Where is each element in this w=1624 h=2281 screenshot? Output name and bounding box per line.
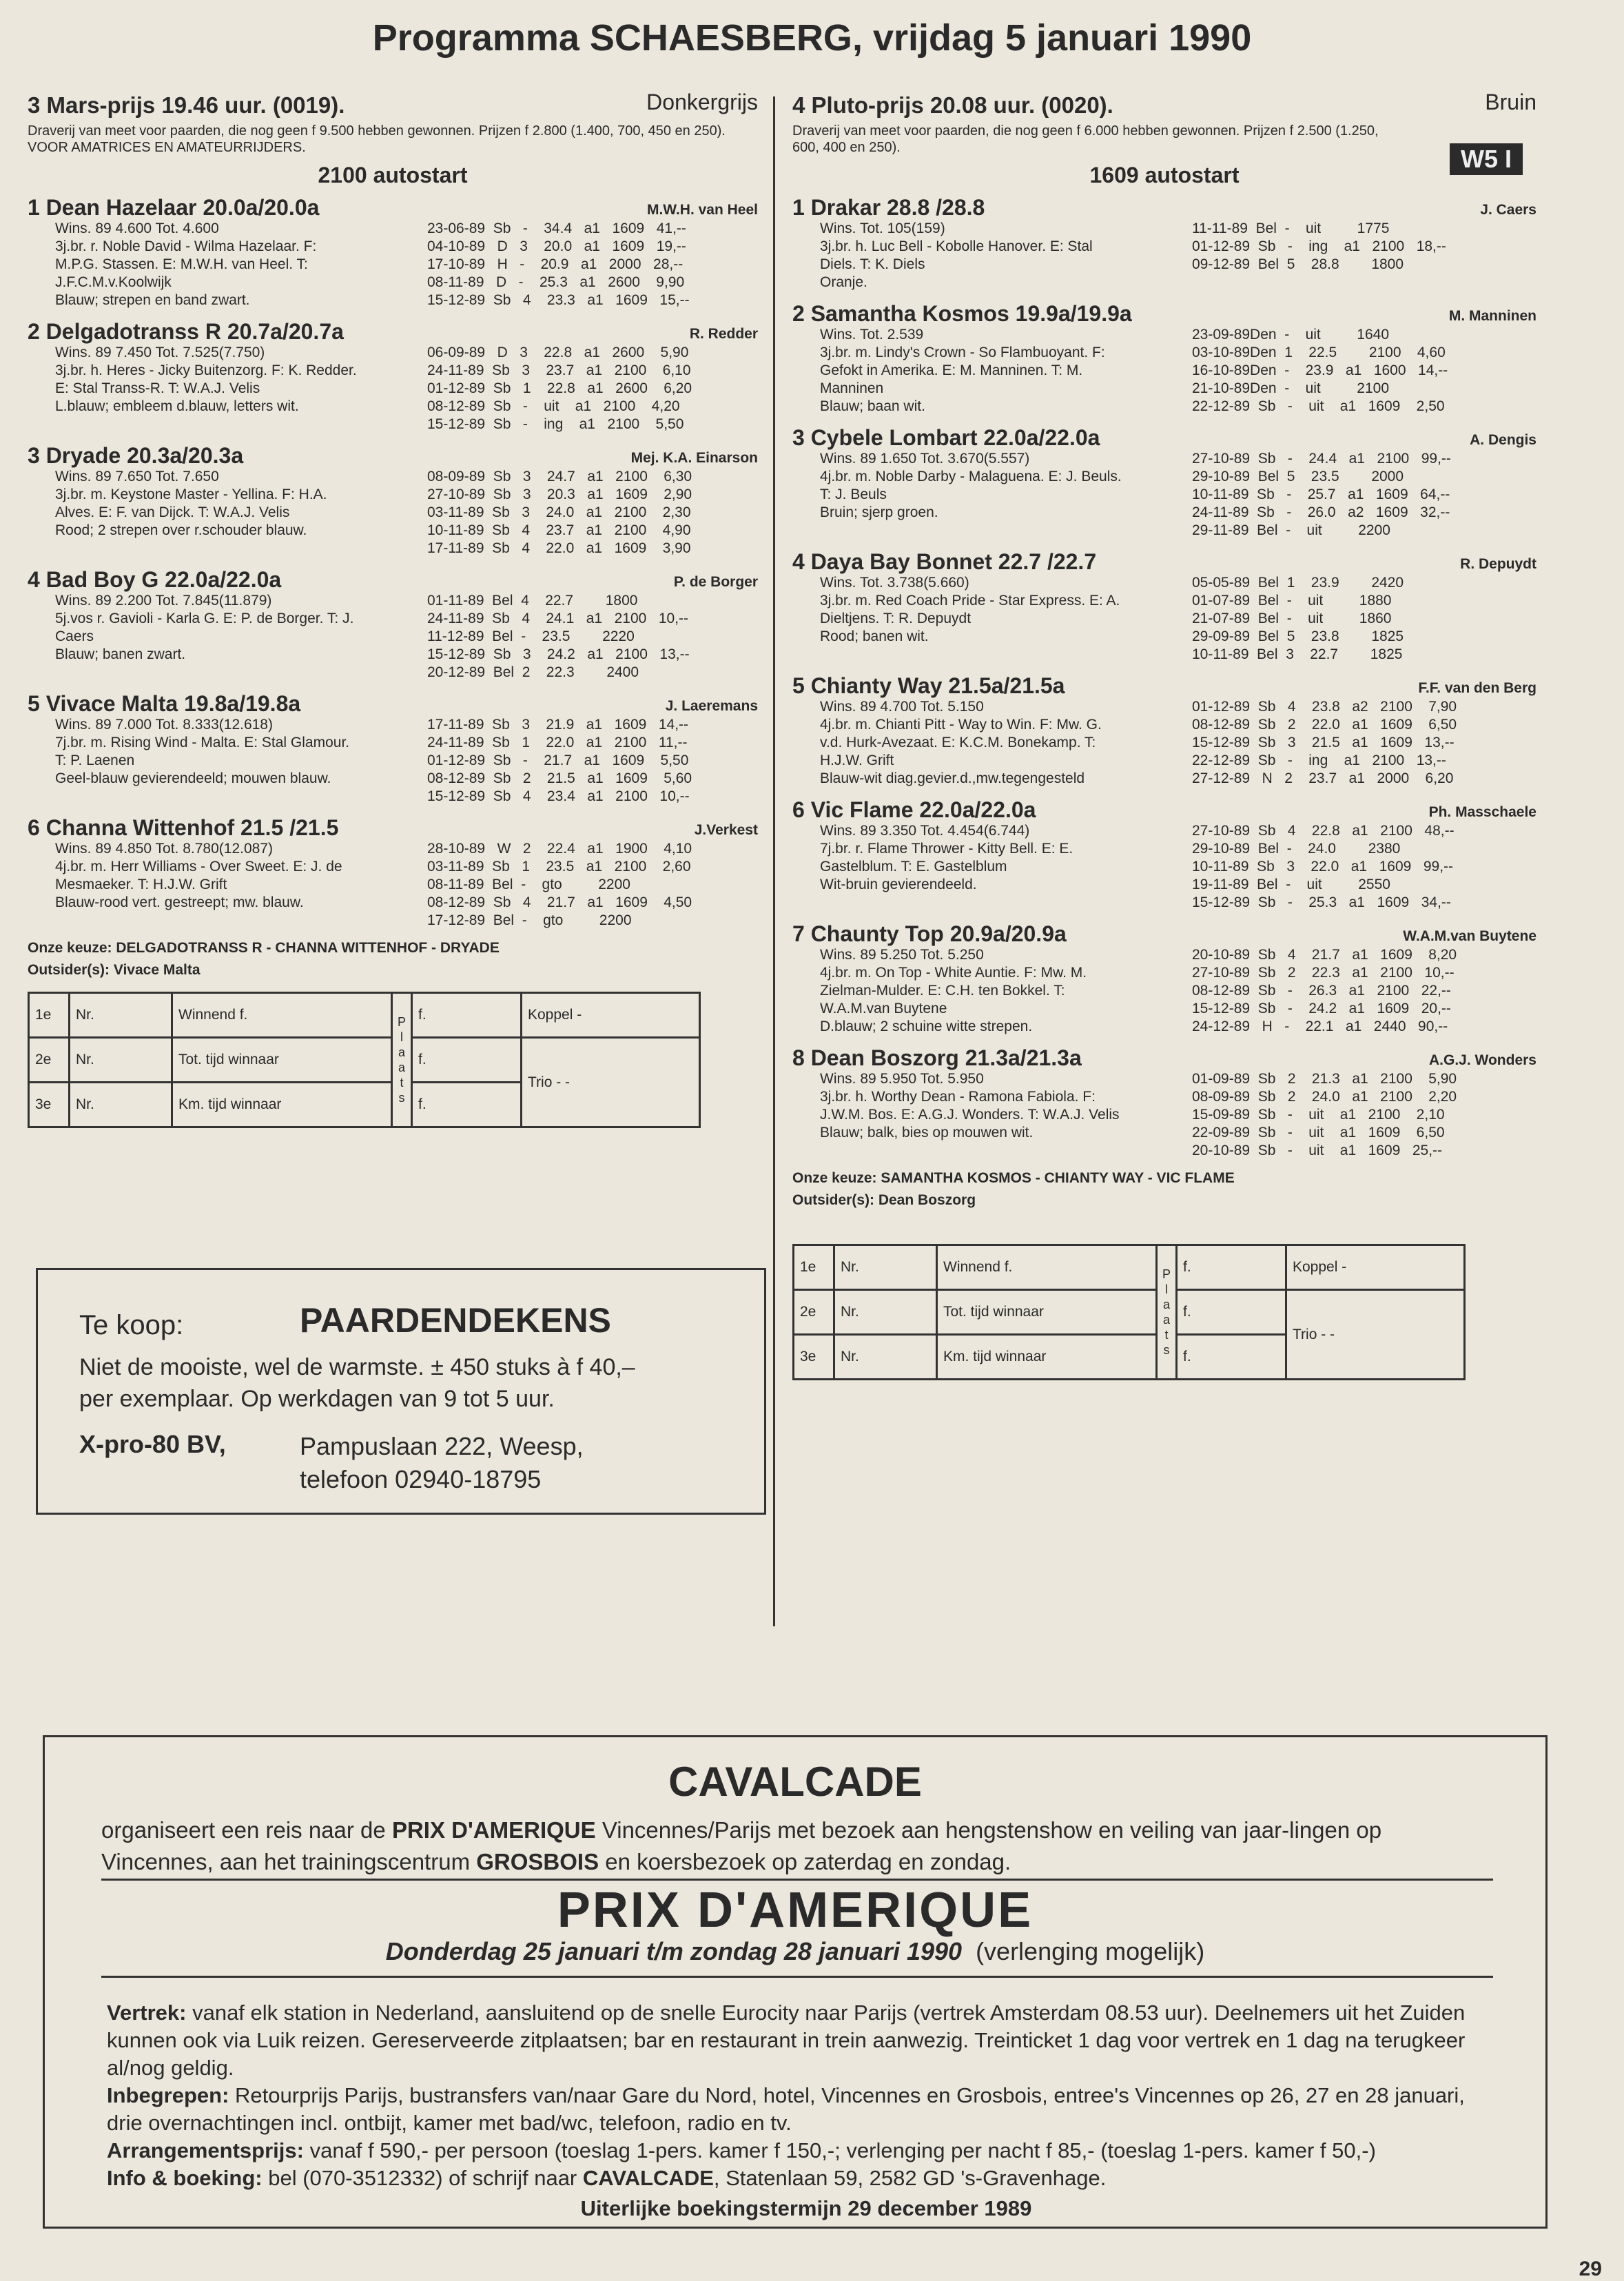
result-line: 01-07-89 Bel - uit 1880 [1192,593,1392,608]
result-form [792,1244,1466,1380]
race-title: 3 Mars-prijs 19.46 uur. (0019). [28,92,345,118]
km-tijd-cell: Km. tijd winnaar [937,1335,1157,1380]
result-line: 01-09-89 Sb 2 21.3 a1 2100 5,90 [1192,1071,1457,1087]
result-line: 24-11-89 Sb 4 24.1 a1 2100 10,-- [427,611,689,626]
driver-name: J.Verkest [694,822,758,838]
result-line: 03-11-89 Sb 1 23.5 a1 2100 2,60 [427,859,691,874]
result-line: 08-12-89 Sb 2 22.0 a1 1609 6,50 [1192,717,1457,733]
result-line: 10-11-89 Sb 4 23.7 a1 2100 4,90 [427,522,691,538]
nr-cell: Nr. [834,1245,937,1290]
horse-entry [792,673,1536,788]
info-line: Blauw; strepen en band zwart. [55,292,250,308]
deadline: Uiterlijke boekingstermijn 29 december 1989 [580,2196,1032,2220]
result-form [28,992,701,1128]
value: vanaf f 590,- per persoon (toeslag 1-pers. kamer f 150,-; verlenging per nacht f 85,- (toeslag 1-pers. kamer f 50,-) [303,2138,1376,2162]
tot-tijd-cell: Tot. tijd winnaar [172,1038,392,1083]
info-line: M.P.G. Stassen. E: M.W.H. van Heel. T: [55,256,308,272]
info-line: 4j.br. m. On Top - White Auntie. F: Mw. M. [820,965,1087,981]
label: Arrangementsprijs: [107,2138,304,2162]
info-line: Caers [55,628,94,644]
nr-cell: Nr. [834,1290,937,1335]
recent-results [1192,946,1536,1036]
winnend-cell: Winnend f. [937,1245,1157,1290]
info-line: 3j.br. m. Keystone Master - Yellina. F: H.A. [55,487,327,502]
info-line: T: P. Laenen [55,753,135,768]
nr-cell: Nr. [70,1083,172,1127]
race-description: Draverij van meet voor paarden, die nog geen f 9.500 hebben gewonnen. Prijzen f 2.800 (1.400, 700, 450 en 250). VOOR AMATRICES EN AMATEURRIJDERS. [28,123,726,155]
page-number: 29 [1579,2258,1602,2280]
horse-entry [28,815,758,930]
horse-name: 3 Cybele Lombart 22.0a/22.0a [792,425,1100,450]
value: Retourprijs Parijs, bustransfers van/naar Gare du Nord, hotel, Vincennes en Grosbois, entree's Vincennes op 26, 27 en 28 januari, drie overnachtingen incl. ontbijt, kamer met bad/wc, telefoon, radio en tv. [107,2083,1465,2135]
result-line: 19-11-89 Bel - uit 2550 [1192,877,1390,892]
info-line: v.d. Hurk-Avezaat. E: K.C.M. Bonekamp. T: [820,735,1096,750]
info-line: Blauw; baan wit. [820,398,925,414]
result-line: 28-10-89 W 2 22.4 a1 1900 4,10 [427,841,692,857]
result-line: 08-11-89 D - 25.3 a1 2600 9,90 [427,274,685,290]
info-line: Zielman-Mulder. E: C.H. ten Bokkel. T: [820,983,1065,999]
info-line: Wins. 89 7.650 Tot. 7.650 [55,469,219,484]
tot-tijd-cell: Tot. tijd winnaar [937,1290,1157,1335]
race-title: 4 Pluto-prijs 20.08 uur. (0020). [792,92,1113,118]
f-cell: f. [412,993,522,1038]
result-line: 22-09-89 Sb - uit a1 1609 6,50 [1192,1125,1445,1140]
w51-badge: W5 I [1450,143,1523,175]
horse-info [792,946,1192,1036]
vertrek [107,1999,1505,2082]
label: Info & boeking: [107,2166,263,2190]
horse-entry [792,549,1536,664]
horse-list [792,195,1536,1160]
result-line: 27-12-89 N 2 23.7 a1 2000 6,20 [1192,770,1454,786]
info-boeking [107,2165,1505,2192]
driver-name: M. Manninen [1448,308,1536,324]
nr-cell: Nr. [70,1038,172,1083]
info-line: 3j.br. m. Lindy's Crown - So Flambuoyant. F: [820,345,1105,360]
result-line: 27-10-89 Sb - 24.4 a1 2100 99,-- [1192,451,1451,467]
horse-entry [28,567,758,682]
info-line: Wins. 89 1.650 Tot. 3.670(5.557) [820,451,1030,467]
driver-name: A.G.J. Wonders [1429,1052,1536,1068]
result-line: 01-12-89 Sb 4 23.8 a2 2100 7,90 [1192,699,1457,715]
info-line: Wins. Tot. 2.539 [820,327,924,342]
result-line: 20-10-89 Sb 4 21.7 a1 1609 8,20 [1192,947,1457,963]
result-line: 11-12-89 Bel - 23.5 2220 [427,628,635,644]
result-line: 09-12-89 Bel 5 28.8 1800 [1192,256,1404,272]
horse-info [28,840,427,930]
result-line: 08-12-89 Sb 4 21.7 a1 1609 4,50 [427,894,692,910]
recent-results [1192,822,1536,912]
info-line: J.F.C.M.v.Koolwijk [55,274,172,290]
place-1: 1e [29,993,70,1038]
race-color: Donkergrijs [646,90,758,114]
result-line: 03-10-89Den 1 22.5 2100 4,60 [1192,345,1446,360]
result-line: 04-10-89 D 3 20.0 a1 1609 19,-- [427,238,686,254]
horse-entry [28,319,758,433]
value: vanaf elk station in Nederland, aansluitend op de snelle Eurocity naar Parijs (vertrek Amsterdam 08.53 uur). Deelnemers uit het Zuiden kunnen ook via Luik reizen. Gereserveerde zitplaatsen; bar en restaurant in trein aanwezig. Treinticket 1 dag voor vertrek en 1 dag na terugkeer al/nog geldig. [107,2001,1466,2080]
info-line: D.blauw; 2 schuine witte strepen. [820,1019,1033,1034]
info-line: Wins. 89 4.700 Tot. 5.150 [820,699,984,715]
cavalcade-title: CAVALCADE [668,1759,922,1805]
result-line: 10-11-89 Sb - 25.7 a1 1609 64,-- [1192,487,1450,502]
result-line: 15-12-89 Sb - 24.2 a1 1609 20,-- [1192,1001,1451,1016]
horse-name: 3 Dryade 20.3a/20.3a [28,443,244,468]
ad-line-1: Niet de mooiste, wel de warmste. ± 450 stuks à f 40,– [79,1354,635,1380]
intro-grosbois: GROSBOIS [476,1849,599,1874]
tip: Onze keuze: SAMANTHA KOSMOS - CHIANTY WAY - VIC FLAME [792,1170,1235,1186]
horse-info [28,220,427,309]
prix-heading: PRIX D'AMERIQUE [557,1883,1034,1938]
race-color: Bruin [1485,90,1536,114]
cavalcade-intro [101,1814,1493,1878]
result-line: 01-12-89 Sb - ing a1 2100 18,-- [1192,238,1446,254]
result-line: 21-07-89 Bel - uit 1860 [1192,611,1392,626]
info-line: Gefokt in Amerika. E: M. Manninen. T: M. [820,362,1083,378]
ad-te-koop: Te koop: [79,1310,184,1340]
recent-results [1192,326,1536,416]
horse-info [792,1070,1192,1160]
info-line: 4j.br. m. Noble Darby - Malaguena. E: J. Beuls. [820,469,1122,484]
info-line: Bruin; sjerp groen. [820,504,938,520]
info-line: Alves. E: F. van Dijck. T: W.A.J. Velis [55,504,290,520]
tip: Onze keuze: DELGADOTRANSS R - CHANNA WITTENHOF - DRYADE [28,940,500,956]
info-line: Wins. Tot. 3.738(5.660) [820,575,969,591]
horse-name: 2 Samantha Kosmos 19.9a/19.9a [792,301,1132,326]
dates-text: Donderdag 25 januari t/m zondag 28 januari 1990 [385,1937,963,1965]
driver-name: F.F. van den Berg [1418,680,1536,696]
info-line: Gastelblum. T: E. Gastelblum [820,859,1007,874]
f-cell: f. [1177,1245,1286,1290]
outsider: Outsider(s): Vivace Malta [28,962,201,978]
horse-entry [792,1045,1536,1160]
result-line: 17-10-89 H - 20.9 a1 2000 28,-- [427,256,683,272]
horse-name: 5 Vivace Malta 19.8a/19.8a [28,691,301,716]
result-line: 15-12-89 Sb - ing a1 2100 5,50 [427,416,684,432]
driver-name: Ph. Masschaele [1428,804,1536,820]
driver-name: R. Redder [689,326,758,342]
info-line: Wins. 89 3.350 Tot. 4.454(6.744) [820,823,1030,839]
result-line: 27-10-89 Sb 4 22.8 a1 2100 48,-- [1192,823,1455,839]
race-distance: 2100 autostart [318,163,468,187]
info-line: Blauw; balk, bies op mouwen wit. [820,1125,1034,1140]
info-line: 4j.br. m. Herr Williams - Over Sweet. E: J. de [55,859,342,874]
result-line: 11-11-89 Bel - uit 1775 [1192,221,1390,236]
horse-entry [792,797,1536,912]
label: Inbegrepen: [107,2083,229,2107]
result-line: 05-05-89 Bel 1 23.9 2420 [1192,575,1404,591]
result-line: 15-09-89 Sb - uit a1 2100 2,10 [1192,1107,1445,1123]
recent-results [427,220,758,309]
driver-name: M.W.H. van Heel [646,202,758,218]
horse-name: 1 Dean Hazelaar 20.0a/20.0a [28,195,320,220]
horse-info [792,822,1192,912]
info-line: 3j.br. h. Luc Bell - Kobolle Hanover. E: Stal [820,238,1093,254]
race-3-section [28,90,758,1128]
info-line: Wins. 89 7.000 Tot. 8.333(12.618) [55,717,273,733]
km-tijd-cell: Km. tijd winnaar [172,1083,392,1127]
horse-info [28,592,427,682]
result-line: 08-12-89 Sb 2 21.5 a1 1609 5,60 [427,770,692,786]
result-line: 23-09-89Den - uit 1640 [1192,327,1389,342]
info-line: Manninen [820,380,884,396]
info-line: Blauw; banen zwart. [55,646,186,662]
horse-name: 4 Daya Bay Bonnet 22.7 /22.7 [792,549,1097,574]
result-line: 15-12-89 Sb 4 23.3 a1 1609 15,-- [427,292,690,308]
horse-name: 6 Vic Flame 22.0a/22.0a [792,797,1036,822]
recent-results [427,592,758,682]
info-line: Wins. Tot. 105(159) [820,221,945,236]
info-line: Wins. 89 5.950 Tot. 5.950 [820,1071,984,1087]
race-4-section [792,90,1536,1380]
info-line: Mesmaeker. T: H.J.W. Grift [55,877,227,892]
horse-entry [792,195,1536,291]
page-title: Programma SCHAESBERG, vrijdag 5 januari 1990 [372,17,1252,59]
place-2: 2e [29,1038,70,1083]
advertisement-cavalcade [43,1735,1548,2229]
divider [101,1879,1493,1881]
result-line: 27-10-89 Sb 3 20.3 a1 1609 2,90 [427,487,692,502]
info-line: Wins. 89 4.600 Tot. 4.600 [55,221,219,236]
result-line: 21-10-89Den - uit 2100 [1192,380,1389,396]
info-line: 4j.br. m. Chianti Pitt - Way to Win. F: Mw. G. [820,717,1102,733]
info-line: 3j.br. m. Red Coach Pride - Star Express. E: A. [820,593,1120,608]
horse-entry [28,443,758,558]
f-cell: f. [1177,1290,1286,1335]
horse-name: 8 Dean Boszorg 21.3a/21.3a [792,1045,1082,1070]
horse-list [28,195,758,930]
result-line: 08-11-89 Bel - gto 2200 [427,877,630,892]
info-line: Blauw-wit diag.gevier.d.,mw.tegengesteld [820,770,1085,786]
horse-info [28,716,427,806]
info-line: 3j.br. r. Noble David - Wilma Hazelaar. F: [55,238,317,254]
info-line: Wins. 89 5.250 Tot. 5.250 [820,947,984,963]
recent-results [1192,1070,1536,1160]
info-line: L.blauw; embleem d.blauw, letters wit. [55,398,299,414]
result-line: 22-12-89 Sb - ing a1 2100 13,-- [1192,753,1446,768]
result-line: 23-06-89 Sb - 34.4 a1 1609 41,-- [427,221,686,236]
recent-results [427,468,758,558]
info-line: 7j.br. m. Rising Wind - Malta. E: Stal Glamour. [55,735,350,750]
result-line: 29-10-89 Bel 5 23.5 2000 [1192,469,1404,484]
horse-info [792,574,1192,664]
nr-cell: Nr. [70,993,172,1038]
result-line: 01-12-89 Sb - 21.7 a1 1609 5,50 [427,753,689,768]
info-line: Rood; banen wit. [820,628,929,644]
intro-text: Vincennes/Parijs met bezoek aan hengstenshow en veiling van jaar-lingen op Vincennes, aan het trainingscentrum [101,1817,1382,1874]
info-address: , Statenlaan 59, 2582 GD 's-Gravenhage. [713,2166,1107,2190]
result-line: 03-11-89 Sb 3 24.0 a1 2100 2,30 [427,504,691,520]
horse-entry [28,195,758,309]
info-line: J.W.M. Bos. E: A.G.J. Wonders. T: W.A.J. Velis [820,1107,1120,1123]
result-line: 01-12-89 Sb 1 22.8 a1 2600 6,20 [427,380,692,396]
horse-entry [28,691,758,806]
result-line: 15-12-89 Sb 3 21.5 a1 1609 13,-- [1192,735,1455,750]
result-line: 08-12-89 Sb - 26.3 a1 2100 22,-- [1192,983,1451,999]
info-line: 5j.vos r. Gavioli - Karla G. E: P. de Borger. T: J. [55,611,354,626]
column-divider [773,96,775,1626]
value: bel (070-3512332) of schrijf naar [262,2166,583,2190]
result-line: 08-12-89 Sb - uit a1 2100 4,20 [427,398,680,414]
recent-results [1192,698,1536,788]
horse-name: 1 Drakar 28.8 /28.8 [792,195,985,220]
result-line: 17-12-89 Bel - gto 2200 [427,912,632,928]
horse-info [792,698,1192,788]
info-line: Dieltjens. T: R. Depuydt [820,611,972,626]
horse-entry [792,301,1536,416]
nr-cell: Nr. [834,1335,937,1380]
ad-headline: PAARDENDEKENS [300,1301,611,1340]
result-line: 24-11-89 Sb 3 23.7 a1 2100 6,10 [427,362,691,378]
result-line: 17-11-89 Sb 3 21.9 a1 1609 14,-- [427,717,689,733]
cavalcade-details [107,1999,1505,2222]
ad-phone: telefoon 02940-18795 [300,1465,542,1493]
result-line: 24-12-89 H - 22.1 a1 2440 90,-- [1192,1019,1448,1034]
result-line: 01-11-89 Bel 4 22.7 1800 [427,593,638,608]
koppel-cell: Koppel - [522,993,700,1038]
divider [101,1976,1493,1978]
winnend-cell: Winnend f. [172,993,392,1038]
horse-name: 2 Delgadotranss R 20.7a/20.7a [28,319,344,344]
horse-info [792,220,1192,291]
recent-results [1192,450,1536,540]
result-line: 20-10-89 Sb - uit a1 1609 25,-- [1192,1143,1443,1158]
race-distance [792,145,1536,188]
result-line: 24-11-89 Sb - 26.0 a2 1609 32,-- [1192,504,1450,520]
result-line: 29-11-89 Bel - uit 2200 [1192,522,1390,538]
result-line: 17-11-89 Sb 4 22.0 a1 1609 3,90 [427,540,691,556]
trio-cell: Trio - - [522,1038,700,1127]
info-line: Wins. 89 4.850 Tot. 8.780(12.087) [55,841,273,857]
horse-info [28,468,427,558]
recent-results [427,840,758,930]
info-line: T: J. Beuls [820,487,887,502]
info-line: Wins. 89 2.200 Tot. 7.845(11.879) [55,593,272,608]
info-line: E: Stal Transs-R. T: W.A.J. Velis [55,380,260,396]
result-line: 20-12-89 Bel 2 22.3 2400 [427,664,639,680]
advertisement-paardendekens [36,1268,766,1515]
inbegrepen [107,2082,1505,2137]
horse-name: 6 Channa Wittenhof 21.5 /21.5 [28,815,339,840]
f-cell: f. [1177,1335,1286,1380]
result-line: 15-12-89 Sb 3 24.2 a1 2100 13,-- [427,646,690,662]
result-line: 29-09-89 Bel 5 23.8 1825 [1192,628,1404,644]
horse-info [792,450,1192,540]
info-line: Geel-blauw gevierendeeld; mouwen blauw. [55,770,331,786]
info-line: Rood; 2 strepen over r.schouder blauw. [55,522,307,538]
dates-note: (verlenging mogelijk) [976,1937,1205,1965]
result-line: 08-09-89 Sb 3 24.7 a1 2100 6,30 [427,469,692,484]
info-line: Diels. T: K. Diels [820,256,925,272]
result-line: 15-12-89 Sb 4 23.4 a1 2100 10,-- [427,788,690,804]
info-line: H.J.W. Grift [820,753,894,768]
driver-name: A. Dengis [1470,432,1536,448]
result-line: 27-10-89 Sb 2 22.3 a1 2100 10,-- [1192,965,1455,981]
driver-name: J. Caers [1480,202,1536,218]
ad-line-2: per exemplaar. Op werkdagen van 9 tot 5 uur. [79,1386,555,1412]
plaats-label: P l a a t s [392,993,412,1127]
intro-text: en koersbezoek op zaterdag en zondag. [599,1849,1011,1874]
horse-info [28,344,427,433]
horse-name: 5 Chianty Way 21.5a/21.5a [792,673,1065,698]
info-line: Wins. 89 7.450 Tot. 7.525(7.750) [55,345,265,360]
place-1: 1e [794,1245,834,1290]
intro-text: organiseert een reis naar de [101,1817,392,1843]
horse-info [792,326,1192,416]
place-3: 3e [29,1083,70,1127]
ad-company: X-pro-80 BV, [79,1430,226,1458]
prix-dates [45,1937,1545,1966]
label: Vertrek: [107,2001,187,2025]
f-cell: f. [412,1083,522,1127]
info-line: 7j.br. r. Flame Thrower - Kitty Bell. E: E. [820,841,1073,857]
info-line: 3j.br. h. Heres - Jicky Buitenzorg. F: K. Redder. [55,362,357,378]
result-line: 29-10-89 Bel - 24.0 2380 [1192,841,1401,857]
outsider: Outsider(s): Dean Boszorg [792,1192,976,1208]
ad-street: Pampuslaan 222, Weesp, [300,1432,584,1460]
trio-cell: Trio - - [1286,1290,1465,1380]
result-line: 16-10-89Den - 23.9 a1 1600 14,-- [1192,362,1448,378]
result-line: 10-11-89 Bel 3 22.7 1825 [1192,646,1403,662]
result-line: 15-12-89 Sb - 25.3 a1 1609 34,-- [1192,894,1451,910]
race-distance-text: 1609 autostart [1089,163,1240,187]
result-line: 10-11-89 Sb 3 22.0 a1 1609 99,-- [1192,859,1454,874]
horse-name: 7 Chaunty Top 20.9a/20.9a [792,921,1067,946]
place-2: 2e [794,1290,834,1335]
recent-results [427,716,758,806]
driver-name: R. Depuydt [1460,556,1536,572]
place-3: 3e [794,1335,834,1380]
plaats-label: P l a a t s [1157,1245,1177,1380]
driver-name: J. Laeremans [665,698,758,714]
driver-name: W.A.M.van Buytene [1403,928,1536,944]
result-line: 22-12-89 Sb - uit a1 1609 2,50 [1192,398,1445,414]
recent-results [427,344,758,433]
ad-address [300,1430,584,1496]
driver-name: Mej. K.A. Einarson [630,450,758,466]
driver-name: P. de Borger [673,574,758,590]
arrangementsprijs [107,2137,1505,2165]
intro-prix: PRIX D'AMERIQUE [391,1817,596,1843]
f-cell: f. [412,1038,522,1083]
result-line: 08-09-89 Sb 2 24.0 a1 2100 2,20 [1192,1089,1457,1105]
horse-name: 4 Bad Boy G 22.0a/22.0a [28,567,282,592]
info-line: Wit-bruin gevierendeeld. [820,877,977,892]
info-name: CAVALCADE [582,2166,714,2190]
koppel-cell: Koppel - [1286,1245,1465,1290]
race-description: Draverij van meet voor paarden, die nog geen f 6.000 hebben gewonnen. Prijzen f 2.500 (1.250, 600, 400 en 250). [792,123,1379,155]
info-line: Oranje. [820,274,867,290]
horse-entry [792,425,1536,540]
info-line: Blauw-rood vert. gestreept; mw. blauw. [55,894,304,910]
recent-results [1192,574,1536,664]
info-line: 3j.br. h. Worthy Dean - Ramona Fabiola. F: [820,1089,1096,1105]
result-line: 06-09-89 D 3 22.8 a1 2600 5,90 [427,345,689,360]
result-line: 24-11-89 Sb 1 22.0 a1 2100 11,-- [427,735,688,750]
info-line: W.A.M.van Buytene [820,1001,947,1016]
horse-entry [792,921,1536,1036]
recent-results [1192,220,1536,291]
